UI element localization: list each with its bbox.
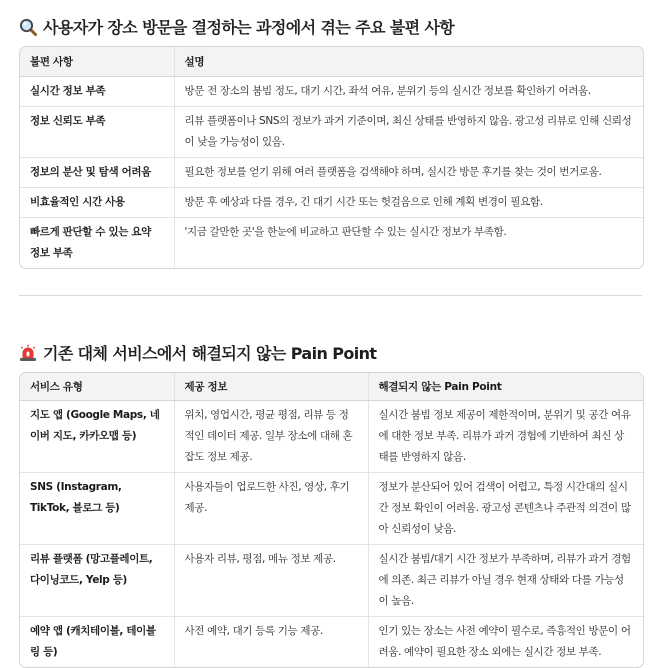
section2-heading — [19, 341, 376, 364]
provided-info-cell: 위치, 영업시간, 평균 평점, 리뷰 등 정적인 데이터 제공. 일부 장소에 대해 혼잡도 정보 제공. — [174, 400, 368, 472]
column-header: 제공 정보 — [174, 373, 368, 400]
issue-cell: 정보의 분산 및 탐색 어려움 — [20, 157, 174, 187]
magnifier-icon — [19, 18, 37, 36]
pain-table — [19, 46, 644, 269]
table-header-row — [20, 47, 643, 76]
issue-cell: 빠르게 판단할 수 있는 요약 정보 부족 — [20, 217, 174, 268]
column-header: 해결되지 않는 Pain Point — [368, 373, 643, 400]
description-cell: '지금 갈만한 곳'을 한눈에 비교하고 판단할 수 있는 실시간 정보가 부족함. — [174, 217, 643, 268]
pain-point-cell: 실시간 붐빔 정보 제공이 제한적이며, 분위기 및 공간 여유에 대한 정보 부족. 리뷰가 과거 경험에 기반하여 최신 상태를 반영하지 않음. — [368, 400, 643, 472]
siren-icon — [19, 344, 37, 362]
table-row — [20, 217, 643, 268]
table-row — [20, 544, 643, 616]
table-row — [20, 400, 643, 472]
issue-cell: 정보 신뢰도 부족 — [20, 106, 174, 157]
column-header: 설명 — [174, 47, 643, 76]
pain-point-cell: 실시간 붐빔/대기 시간 정보가 부족하며, 리뷰가 과거 경험에 의존. 최근 리뷰가 아닐 경우 현재 상태와 다를 가능성이 높음. — [368, 544, 643, 616]
section1-heading — [19, 15, 454, 38]
issue-cell: 비효율적인 시간 사용 — [20, 187, 174, 217]
table-row — [20, 187, 643, 217]
column-header: 불편 사항 — [20, 47, 174, 76]
table-row — [20, 106, 643, 157]
provided-info-cell: 사전 예약, 대기 등록 기능 제공. — [174, 616, 368, 667]
table-header-row — [20, 373, 643, 400]
description-cell: 방문 후 예상과 다를 경우, 긴 대기 시간 또는 헛걸음으로 인해 계획 변경이 필요함. — [174, 187, 643, 217]
description-cell: 리뷰 플랫폼이나 SNS의 정보가 과거 기준이며, 최신 상태를 반영하지 않음. 광고성 리뷰로 인해 신뢰성이 낮을 가능성이 있음. — [174, 106, 643, 157]
provided-info-cell: 사용자들이 업로드한 사진, 영상, 후기 제공. — [174, 472, 368, 544]
service-type-cell: 예약 앱 (캐치테이블, 테이블링 등) — [20, 616, 174, 667]
table-row — [20, 616, 643, 667]
service-type-cell: 지도 앱 (Google Maps, 네이버 지도, 카카오맵 등) — [30, 408, 160, 442]
service-type-cell: SNS (Instagram, TikTok, 블로그 등) — [20, 472, 174, 544]
section2-title: 기존 대체 서비스에서 해결되지 않는 Pain Point — [43, 344, 377, 363]
table-row — [20, 157, 643, 187]
pain-point-cell: 정보가 분산되어 있어 검색이 어렵고, 특정 시간대의 실시간 정보 확인이 어려움. 광고성 콘텐츠나 주관적 의견이 많아 신뢰성이 낮음. — [368, 472, 643, 544]
pain-point-cell: 인기 있는 장소는 사전 예약이 필수로, 즉흥적인 방문이 어려움. 예약이 필요한 장소 외에는 실시간 정보 부족. — [368, 616, 643, 667]
table-row — [20, 76, 643, 106]
table-row — [20, 472, 643, 544]
service-type-cell: 리뷰 플랫폼 (망고플레이트, 다이닝코드, Yelp 등) — [20, 544, 174, 616]
issue-cell: 실시간 정보 부족 — [30, 84, 106, 97]
service-table — [19, 372, 644, 668]
section1-title: 사용자가 장소 방문을 결정하는 과정에서 겪는 주요 불편 사항 — [43, 18, 455, 37]
description-cell: 방문 전 장소의 붐빔 정도, 대기 시간, 좌석 여유, 분위기 등의 실시간 정보를 확인하기 어려움. — [174, 76, 643, 106]
section-divider — [19, 295, 642, 296]
provided-info-cell: 사용자 리뷰, 평점, 메뉴 정보 제공. — [174, 544, 368, 616]
column-header: 서비스 유형 — [20, 373, 174, 400]
description-cell: 필요한 정보를 얻기 위해 여러 플랫폼을 검색해야 하며, 실시간 방문 후기를 찾는 것이 번거로움. — [174, 157, 643, 187]
